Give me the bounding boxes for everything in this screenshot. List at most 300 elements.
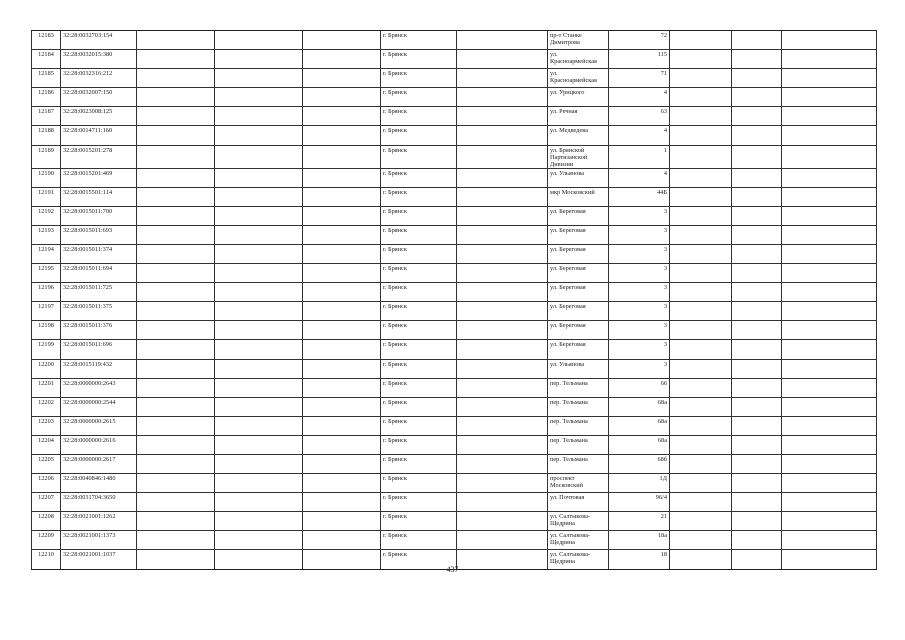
row-number-cell: 12210 bbox=[32, 550, 61, 569]
empty-cell bbox=[732, 31, 782, 50]
empty-cell bbox=[782, 397, 877, 416]
empty-cell bbox=[137, 416, 215, 435]
empty-cell bbox=[732, 378, 782, 397]
table-row bbox=[32, 69, 877, 88]
table-row bbox=[32, 340, 877, 359]
empty-cell bbox=[303, 531, 381, 550]
empty-cell bbox=[457, 416, 548, 435]
house-number-cell: 72 bbox=[609, 31, 670, 50]
empty-cell bbox=[782, 69, 877, 88]
empty-cell bbox=[732, 435, 782, 454]
empty-cell bbox=[303, 397, 381, 416]
table-row bbox=[32, 397, 877, 416]
city-cell: г. Брянск bbox=[381, 88, 457, 107]
empty-cell bbox=[303, 88, 381, 107]
house-number-cell: 3 bbox=[609, 225, 670, 244]
empty-cell bbox=[303, 50, 381, 69]
empty-cell bbox=[457, 493, 548, 512]
street-cell: ул. Береговая bbox=[548, 206, 609, 225]
row-number-cell: 12192 bbox=[32, 206, 61, 225]
street-cell: пер. Тельмана bbox=[548, 378, 609, 397]
cadastral-number-cell: 32:28:0015501:114 bbox=[61, 187, 137, 206]
empty-cell bbox=[457, 264, 548, 283]
empty-cell bbox=[670, 378, 732, 397]
empty-cell bbox=[215, 531, 303, 550]
house-number-cell: 3 bbox=[609, 244, 670, 263]
city-cell: г. Брянск bbox=[381, 69, 457, 88]
empty-cell bbox=[215, 225, 303, 244]
city-cell: г. Брянск bbox=[381, 416, 457, 435]
row-number-cell: 12205 bbox=[32, 454, 61, 473]
row-number-cell: 12188 bbox=[32, 126, 61, 145]
empty-cell bbox=[732, 283, 782, 302]
street-cell: ул. Береговая bbox=[548, 321, 609, 340]
empty-cell bbox=[303, 244, 381, 263]
empty-cell bbox=[137, 107, 215, 126]
street-cell: ул. Береговая bbox=[548, 302, 609, 321]
empty-cell bbox=[215, 397, 303, 416]
house-number-cell: 4 bbox=[609, 88, 670, 107]
cadastral-number-cell: 32:28:0015201:278 bbox=[61, 145, 137, 168]
empty-cell bbox=[137, 454, 215, 473]
empty-cell bbox=[215, 88, 303, 107]
table-row bbox=[32, 244, 877, 263]
empty-cell bbox=[137, 531, 215, 550]
empty-cell bbox=[215, 126, 303, 145]
empty-cell bbox=[303, 145, 381, 168]
empty-cell bbox=[732, 264, 782, 283]
street-cell: ул. Береговая bbox=[548, 225, 609, 244]
street-cell: ул. Салтыкова-Щедрина bbox=[548, 550, 609, 569]
empty-cell bbox=[670, 244, 732, 263]
house-number-cell: 68а bbox=[609, 397, 670, 416]
row-number-cell: 12186 bbox=[32, 88, 61, 107]
empty-cell bbox=[670, 206, 732, 225]
empty-cell bbox=[457, 435, 548, 454]
empty-cell bbox=[457, 378, 548, 397]
empty-cell bbox=[732, 397, 782, 416]
empty-cell bbox=[215, 264, 303, 283]
row-number-cell: 12200 bbox=[32, 359, 61, 378]
city-cell: г. Брянск bbox=[381, 302, 457, 321]
table-row bbox=[32, 145, 877, 168]
empty-cell bbox=[782, 321, 877, 340]
street-cell: ул. Береговая bbox=[548, 264, 609, 283]
empty-cell bbox=[215, 187, 303, 206]
house-number-cell: 96/4 bbox=[609, 493, 670, 512]
row-number-cell: 12198 bbox=[32, 321, 61, 340]
cadastral-number-cell: 32:28:0021001:1037 bbox=[61, 550, 137, 569]
table-row bbox=[32, 416, 877, 435]
empty-cell bbox=[782, 107, 877, 126]
empty-cell bbox=[782, 31, 877, 50]
empty-cell bbox=[782, 145, 877, 168]
empty-cell bbox=[782, 126, 877, 145]
empty-cell bbox=[303, 378, 381, 397]
row-number-cell: 12206 bbox=[32, 474, 61, 493]
cadastral-number-cell: 32:28:0015011:374 bbox=[61, 244, 137, 263]
empty-cell bbox=[457, 531, 548, 550]
empty-cell bbox=[782, 244, 877, 263]
city-cell: г. Брянск bbox=[381, 225, 457, 244]
street-cell: ул. Салтыкова-Щедрина bbox=[548, 531, 609, 550]
empty-cell bbox=[457, 31, 548, 50]
empty-cell bbox=[782, 512, 877, 531]
empty-cell bbox=[457, 168, 548, 187]
empty-cell bbox=[732, 359, 782, 378]
empty-cell bbox=[670, 474, 732, 493]
empty-cell bbox=[732, 340, 782, 359]
empty-cell bbox=[303, 69, 381, 88]
empty-cell bbox=[137, 206, 215, 225]
street-cell: ул. Береговая bbox=[548, 244, 609, 263]
table-row bbox=[32, 225, 877, 244]
table-row bbox=[32, 264, 877, 283]
empty-cell bbox=[215, 359, 303, 378]
empty-cell bbox=[732, 168, 782, 187]
row-number-cell: 12195 bbox=[32, 264, 61, 283]
empty-cell bbox=[215, 435, 303, 454]
page-number: 437 bbox=[446, 565, 459, 574]
empty-cell bbox=[782, 283, 877, 302]
cadastral-number-cell: 32:28:0032007:150 bbox=[61, 88, 137, 107]
empty-cell bbox=[137, 126, 215, 145]
cadastral-number-cell: 32:28:0000000:2643 bbox=[61, 378, 137, 397]
empty-cell bbox=[137, 397, 215, 416]
empty-cell bbox=[457, 88, 548, 107]
city-cell: г. Брянск bbox=[381, 340, 457, 359]
empty-cell bbox=[732, 187, 782, 206]
street-cell: ул. Ульянова bbox=[548, 359, 609, 378]
street-cell: ул. Красноармейская bbox=[548, 69, 609, 88]
empty-cell bbox=[303, 493, 381, 512]
street-cell: ул. Красноармейская bbox=[548, 50, 609, 69]
house-number-cell: 4 bbox=[609, 126, 670, 145]
empty-cell bbox=[457, 321, 548, 340]
house-number-cell: 68б bbox=[609, 454, 670, 473]
cadastral-number-cell: 32:28:0000000:2617 bbox=[61, 454, 137, 473]
empty-cell bbox=[457, 340, 548, 359]
table-row bbox=[32, 283, 877, 302]
empty-cell bbox=[732, 531, 782, 550]
street-cell: ул. Медведева bbox=[548, 126, 609, 145]
empty-cell bbox=[732, 302, 782, 321]
empty-cell bbox=[457, 145, 548, 168]
table-row bbox=[32, 206, 877, 225]
empty-cell bbox=[137, 264, 215, 283]
empty-cell bbox=[670, 168, 732, 187]
empty-cell bbox=[137, 283, 215, 302]
cadastral-number-cell: 32:28:0031704:3650 bbox=[61, 493, 137, 512]
house-number-cell: 3 bbox=[609, 359, 670, 378]
cadastral-number-cell: 32:28:0015201:469 bbox=[61, 168, 137, 187]
empty-cell bbox=[782, 264, 877, 283]
street-cell: ул. Урицкого bbox=[548, 88, 609, 107]
city-cell: г. Брянск bbox=[381, 378, 457, 397]
cadastral-number-cell: 32:28:0021001:1373 bbox=[61, 531, 137, 550]
empty-cell bbox=[670, 454, 732, 473]
house-number-cell: 71 bbox=[609, 69, 670, 88]
cadastral-number-cell: 32:28:0040846:1480 bbox=[61, 474, 137, 493]
empty-cell bbox=[303, 321, 381, 340]
empty-cell bbox=[670, 435, 732, 454]
row-number-cell: 12203 bbox=[32, 416, 61, 435]
empty-cell bbox=[670, 225, 732, 244]
empty-cell bbox=[457, 283, 548, 302]
table-row bbox=[32, 454, 877, 473]
row-number-cell: 12204 bbox=[32, 435, 61, 454]
table-row bbox=[32, 359, 877, 378]
house-number-cell: 3 bbox=[609, 340, 670, 359]
table-row bbox=[32, 512, 877, 531]
street-cell: ул. Салтыкова-Щедрина bbox=[548, 512, 609, 531]
row-number-cell: 12209 bbox=[32, 531, 61, 550]
city-cell: г. Брянск bbox=[381, 206, 457, 225]
street-cell: пер. Тельмана bbox=[548, 435, 609, 454]
empty-cell bbox=[782, 206, 877, 225]
cadastral-number-cell: 32:28:0015011:694 bbox=[61, 264, 137, 283]
table-row bbox=[32, 50, 877, 69]
empty-cell bbox=[457, 359, 548, 378]
empty-cell bbox=[457, 69, 548, 88]
table-row bbox=[32, 321, 877, 340]
row-number-cell: 12207 bbox=[32, 493, 61, 512]
empty-cell bbox=[303, 474, 381, 493]
empty-cell bbox=[303, 31, 381, 50]
cadastral-number-cell: 32:28:0023008:125 bbox=[61, 107, 137, 126]
house-number-cell: 44Б bbox=[609, 187, 670, 206]
empty-cell bbox=[303, 126, 381, 145]
empty-cell bbox=[732, 416, 782, 435]
city-cell: г. Брянск bbox=[381, 550, 457, 569]
table-row bbox=[32, 302, 877, 321]
row-number-cell: 12193 bbox=[32, 225, 61, 244]
street-cell: мкр Московский bbox=[548, 187, 609, 206]
empty-cell bbox=[670, 187, 732, 206]
empty-cell bbox=[457, 126, 548, 145]
row-number-cell: 12189 bbox=[32, 145, 61, 168]
empty-cell bbox=[303, 206, 381, 225]
empty-cell bbox=[670, 107, 732, 126]
street-cell: ул. Речная bbox=[548, 107, 609, 126]
empty-cell bbox=[303, 264, 381, 283]
empty-cell bbox=[457, 244, 548, 263]
empty-cell bbox=[732, 321, 782, 340]
house-number-cell: 66 bbox=[609, 378, 670, 397]
cadastral-number-cell: 32:28:0014711:160 bbox=[61, 126, 137, 145]
empty-cell bbox=[215, 474, 303, 493]
empty-cell bbox=[303, 302, 381, 321]
empty-cell bbox=[670, 531, 732, 550]
empty-cell bbox=[137, 145, 215, 168]
house-number-cell: 115 bbox=[609, 50, 670, 69]
empty-cell bbox=[732, 107, 782, 126]
city-cell: г. Брянск bbox=[381, 397, 457, 416]
city-cell: г. Брянск bbox=[381, 50, 457, 69]
empty-cell bbox=[137, 244, 215, 263]
empty-cell bbox=[732, 474, 782, 493]
empty-cell bbox=[457, 187, 548, 206]
row-number-cell: 12199 bbox=[32, 340, 61, 359]
cadastral-number-cell: 32:28:0032316:212 bbox=[61, 69, 137, 88]
empty-cell bbox=[670, 283, 732, 302]
city-cell: г. Брянск bbox=[381, 435, 457, 454]
empty-cell bbox=[670, 145, 732, 168]
row-number-cell: 12185 bbox=[32, 69, 61, 88]
empty-cell bbox=[137, 512, 215, 531]
cadastral-number-cell: 32:28:0015011:700 bbox=[61, 206, 137, 225]
empty-cell bbox=[137, 302, 215, 321]
empty-cell bbox=[137, 474, 215, 493]
empty-cell bbox=[732, 244, 782, 263]
empty-cell bbox=[215, 31, 303, 50]
empty-cell bbox=[303, 168, 381, 187]
house-number-cell: 1Д bbox=[609, 474, 670, 493]
city-cell: г. Брянск bbox=[381, 107, 457, 126]
empty-cell bbox=[782, 50, 877, 69]
street-cell: ул. Почтовая bbox=[548, 493, 609, 512]
empty-cell bbox=[215, 206, 303, 225]
empty-cell bbox=[670, 69, 732, 88]
empty-cell bbox=[303, 512, 381, 531]
house-number-cell: 18а bbox=[609, 531, 670, 550]
empty-cell bbox=[137, 50, 215, 69]
empty-cell bbox=[215, 50, 303, 69]
table-row bbox=[32, 107, 877, 126]
table-row bbox=[32, 378, 877, 397]
street-cell: пер. Тельмана bbox=[548, 454, 609, 473]
cadastral-number-cell: 32:28:0015011:376 bbox=[61, 321, 137, 340]
cadastral-number-cell: 32:28:0021001:1262 bbox=[61, 512, 137, 531]
cadastral-number-cell: 32:28:0032703:154 bbox=[61, 31, 137, 50]
empty-cell bbox=[732, 145, 782, 168]
row-number-cell: 12194 bbox=[32, 244, 61, 263]
empty-cell bbox=[457, 454, 548, 473]
empty-cell bbox=[215, 512, 303, 531]
row-number-cell: 12187 bbox=[32, 107, 61, 126]
city-cell: г. Брянск bbox=[381, 493, 457, 512]
empty-cell bbox=[782, 168, 877, 187]
empty-cell bbox=[732, 493, 782, 512]
empty-cell bbox=[782, 88, 877, 107]
empty-cell bbox=[303, 283, 381, 302]
cadastral-number-cell: 32:28:0000000:2616 bbox=[61, 435, 137, 454]
house-number-cell: 68а bbox=[609, 416, 670, 435]
empty-cell bbox=[670, 493, 732, 512]
empty-cell bbox=[670, 88, 732, 107]
empty-cell bbox=[303, 359, 381, 378]
row-number-cell: 12196 bbox=[32, 283, 61, 302]
cadastral-number-cell: 32:28:0015011:696 bbox=[61, 340, 137, 359]
empty-cell bbox=[137, 359, 215, 378]
table-row bbox=[32, 126, 877, 145]
empty-cell bbox=[670, 359, 732, 378]
table-row bbox=[32, 435, 877, 454]
empty-cell bbox=[215, 416, 303, 435]
city-cell: г. Брянск bbox=[381, 187, 457, 206]
house-number-cell: 4 bbox=[609, 168, 670, 187]
empty-cell bbox=[670, 126, 732, 145]
empty-cell bbox=[732, 206, 782, 225]
empty-cell bbox=[457, 397, 548, 416]
city-cell: г. Брянск bbox=[381, 359, 457, 378]
cadastral-number-cell: 32:28:0000000:2544 bbox=[61, 397, 137, 416]
empty-cell bbox=[303, 107, 381, 126]
empty-cell bbox=[215, 302, 303, 321]
cadastral-number-cell: 32:28:0015011:725 bbox=[61, 283, 137, 302]
empty-cell bbox=[457, 512, 548, 531]
house-number-cell: 3 bbox=[609, 283, 670, 302]
empty-cell bbox=[303, 435, 381, 454]
empty-cell bbox=[732, 454, 782, 473]
table-row bbox=[32, 474, 877, 493]
empty-cell bbox=[782, 474, 877, 493]
house-number-cell: 3 bbox=[609, 302, 670, 321]
empty-cell bbox=[732, 512, 782, 531]
empty-cell bbox=[670, 31, 732, 50]
street-cell: проспект Московский bbox=[548, 474, 609, 493]
street-cell: ул. Брянской Партизанской Дивизии bbox=[548, 145, 609, 168]
empty-cell bbox=[215, 454, 303, 473]
empty-cell bbox=[137, 69, 215, 88]
cadastral-number-cell: 32:28:0015011:375 bbox=[61, 302, 137, 321]
empty-cell bbox=[215, 340, 303, 359]
row-number-cell: 12202 bbox=[32, 397, 61, 416]
row-number-cell: 12183 bbox=[32, 31, 61, 50]
empty-cell bbox=[303, 225, 381, 244]
empty-cell bbox=[782, 359, 877, 378]
table-row bbox=[32, 168, 877, 187]
city-cell: г. Брянск bbox=[381, 283, 457, 302]
empty-cell bbox=[457, 302, 548, 321]
cadastral-number-cell: 32:28:0015011:693 bbox=[61, 225, 137, 244]
empty-cell bbox=[782, 302, 877, 321]
city-cell: г. Брянск bbox=[381, 512, 457, 531]
cadastral-number-cell: 32:28:0015119:432 bbox=[61, 359, 137, 378]
empty-cell bbox=[215, 378, 303, 397]
empty-cell bbox=[215, 168, 303, 187]
table-row bbox=[32, 531, 877, 550]
city-cell: г. Брянск bbox=[381, 31, 457, 50]
city-cell: г. Брянск bbox=[381, 264, 457, 283]
empty-cell bbox=[137, 187, 215, 206]
street-cell: ул. Ульянова bbox=[548, 168, 609, 187]
house-number-cell: 3 bbox=[609, 321, 670, 340]
empty-cell bbox=[782, 378, 877, 397]
house-number-cell: 18 bbox=[609, 550, 670, 569]
empty-cell bbox=[670, 340, 732, 359]
cadastral-number-cell: 32:28:0000000:2615 bbox=[61, 416, 137, 435]
empty-cell bbox=[670, 397, 732, 416]
empty-cell bbox=[782, 435, 877, 454]
house-number-cell: 1 bbox=[609, 145, 670, 168]
empty-cell bbox=[732, 50, 782, 69]
empty-cell bbox=[303, 454, 381, 473]
city-cell: г. Брянск bbox=[381, 168, 457, 187]
row-number-cell: 12191 bbox=[32, 187, 61, 206]
empty-cell bbox=[457, 206, 548, 225]
empty-cell bbox=[303, 416, 381, 435]
empty-cell bbox=[303, 340, 381, 359]
street-cell: ул. Береговая bbox=[548, 340, 609, 359]
empty-cell bbox=[782, 340, 877, 359]
house-number-cell: 3 bbox=[609, 264, 670, 283]
cadastral-number-cell: 32:28:0032015:380 bbox=[61, 50, 137, 69]
empty-cell bbox=[782, 493, 877, 512]
table-row bbox=[32, 187, 877, 206]
street-cell: пр-т Станке Димитрова bbox=[548, 31, 609, 50]
empty-cell bbox=[215, 244, 303, 263]
